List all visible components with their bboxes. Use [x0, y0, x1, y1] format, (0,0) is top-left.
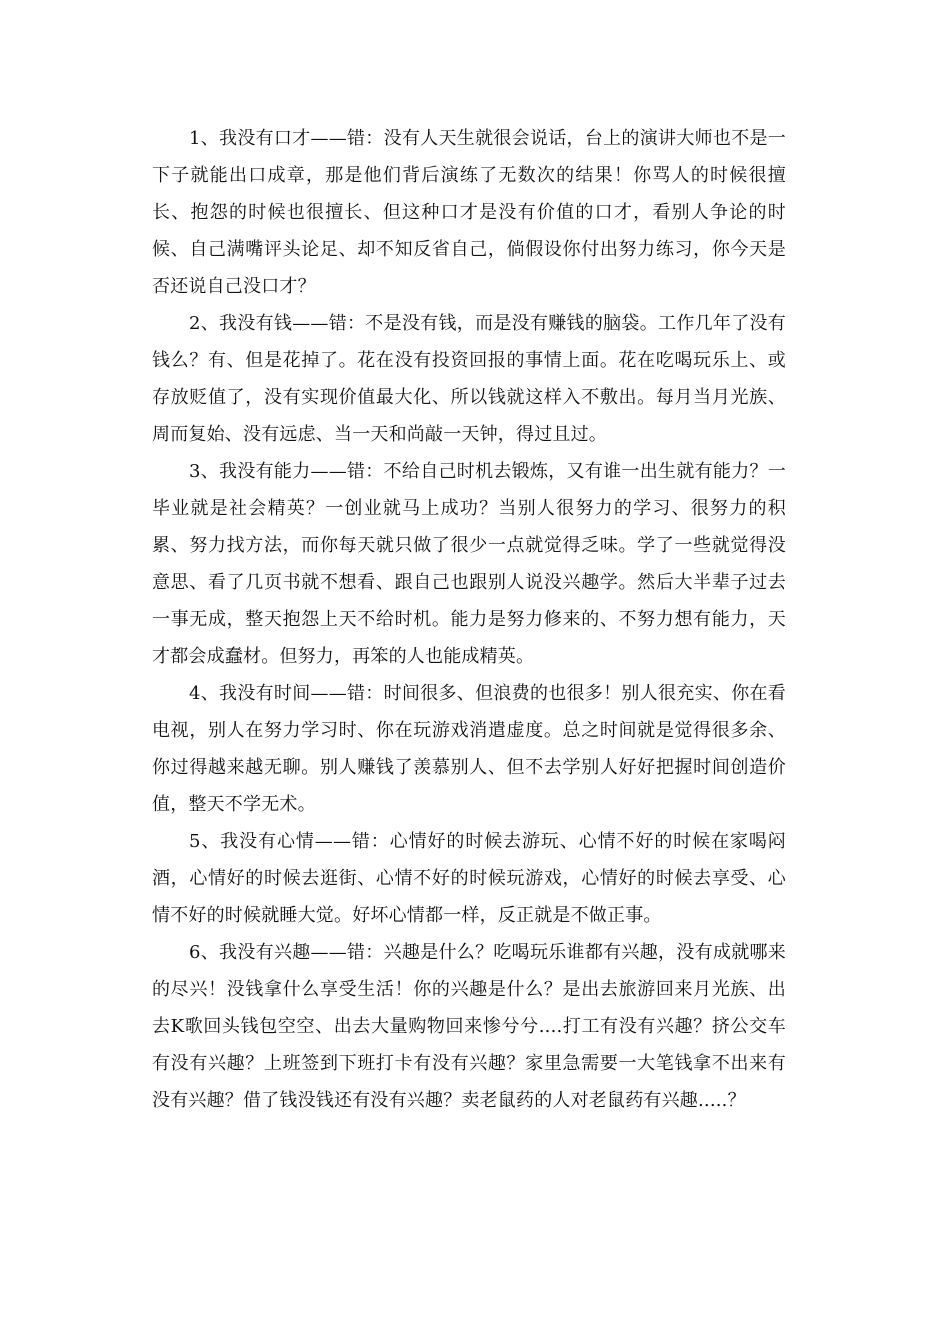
paragraph-2: 2、我没有钱——错：不是没有钱，而是没有赚钱的脑袋。工作几年了没有钱么？有、但是花掉了。花在没有投资回报的事情上面。花在吃喝玩乐上、或存放贬值了，没有实现价值最大化、所以钱就这样入不敷出。每月当月光族、周而复始、没有远虑、当一天和尚敲一天钟，得过且过。 [152, 313, 786, 445]
paragraph-5: 5、我没有心情——错：心情好的时候去游玩、心情不好的时候在家喝闷酒，心情好的时候去逛街、心情不好的时候玩游戏，心情好的时候去享受、心情不好的时候就睡大觉。好坏心情都一样，反正就是不做正事。 [152, 831, 786, 926]
paragraph-3: 3、我没有能力——错：不给自己时机去锻炼，又有谁一出生就有能力？一毕业就是社会精英？一创业就马上成功？当别人很努力的学习、很努力的积累、努力找方法，而你每天就只做了很少一点就觉得乏味。学了一些就觉得没意思、看了几页书就不想看、跟自己也跟别人说没兴趣学。然后大半辈子过去一事无成，整天抱怨上天不给时机。能力是努力修来的、不努力想有能力，天才都会成蠢材。但努力，再笨的人也能成精英。 [152, 461, 786, 667]
paragraph-4: 4、我没有时间——错：时间很多、但浪费的也很多！别人很充实、你在看电视，别人在努力学习时、你在玩游戏消遣虚度。总之时间就是觉得很多余、你过得越来越无聊。别人赚钱了羡慕别人、但不去学别人好好把握时间创造价值，整天不学无术。 [152, 683, 786, 815]
paragraph-6: 6、我没有兴趣——错：兴趣是什么？吃喝玩乐谁都有兴趣，没有成就哪来的尽兴！没钱拿什么享受生活！你的兴趣是什么？是出去旅游回来月光族、出去K歌回头钱包空空、出去大量购物回来惨兮兮....打工有没有兴趣？挤公交车有没有兴趣？上班签到下班打卡有没有兴趣？家里急需要一大笔钱拿不出来有没有兴趣？借了钱没钱还有没有兴趣？卖老鼠药的人对老鼠药有兴趣.....？ [152, 942, 786, 1111]
paragraph-1: 1、我没有口才——错：没有人天生就很会说话，台上的演讲大师也不是一下子就能出口成章，那是他们背后演练了无数次的结果！你骂人的时候很擅长、抱怨的时候也很擅长、但这种口才是没有价值的口才，看别人争论的时候、自己满嘴评头论足、却不知反省自己，倘假设你付出努力练习，你今天是否还说自己没口才？ [152, 128, 786, 297]
document-body [152, 120, 786, 1119]
